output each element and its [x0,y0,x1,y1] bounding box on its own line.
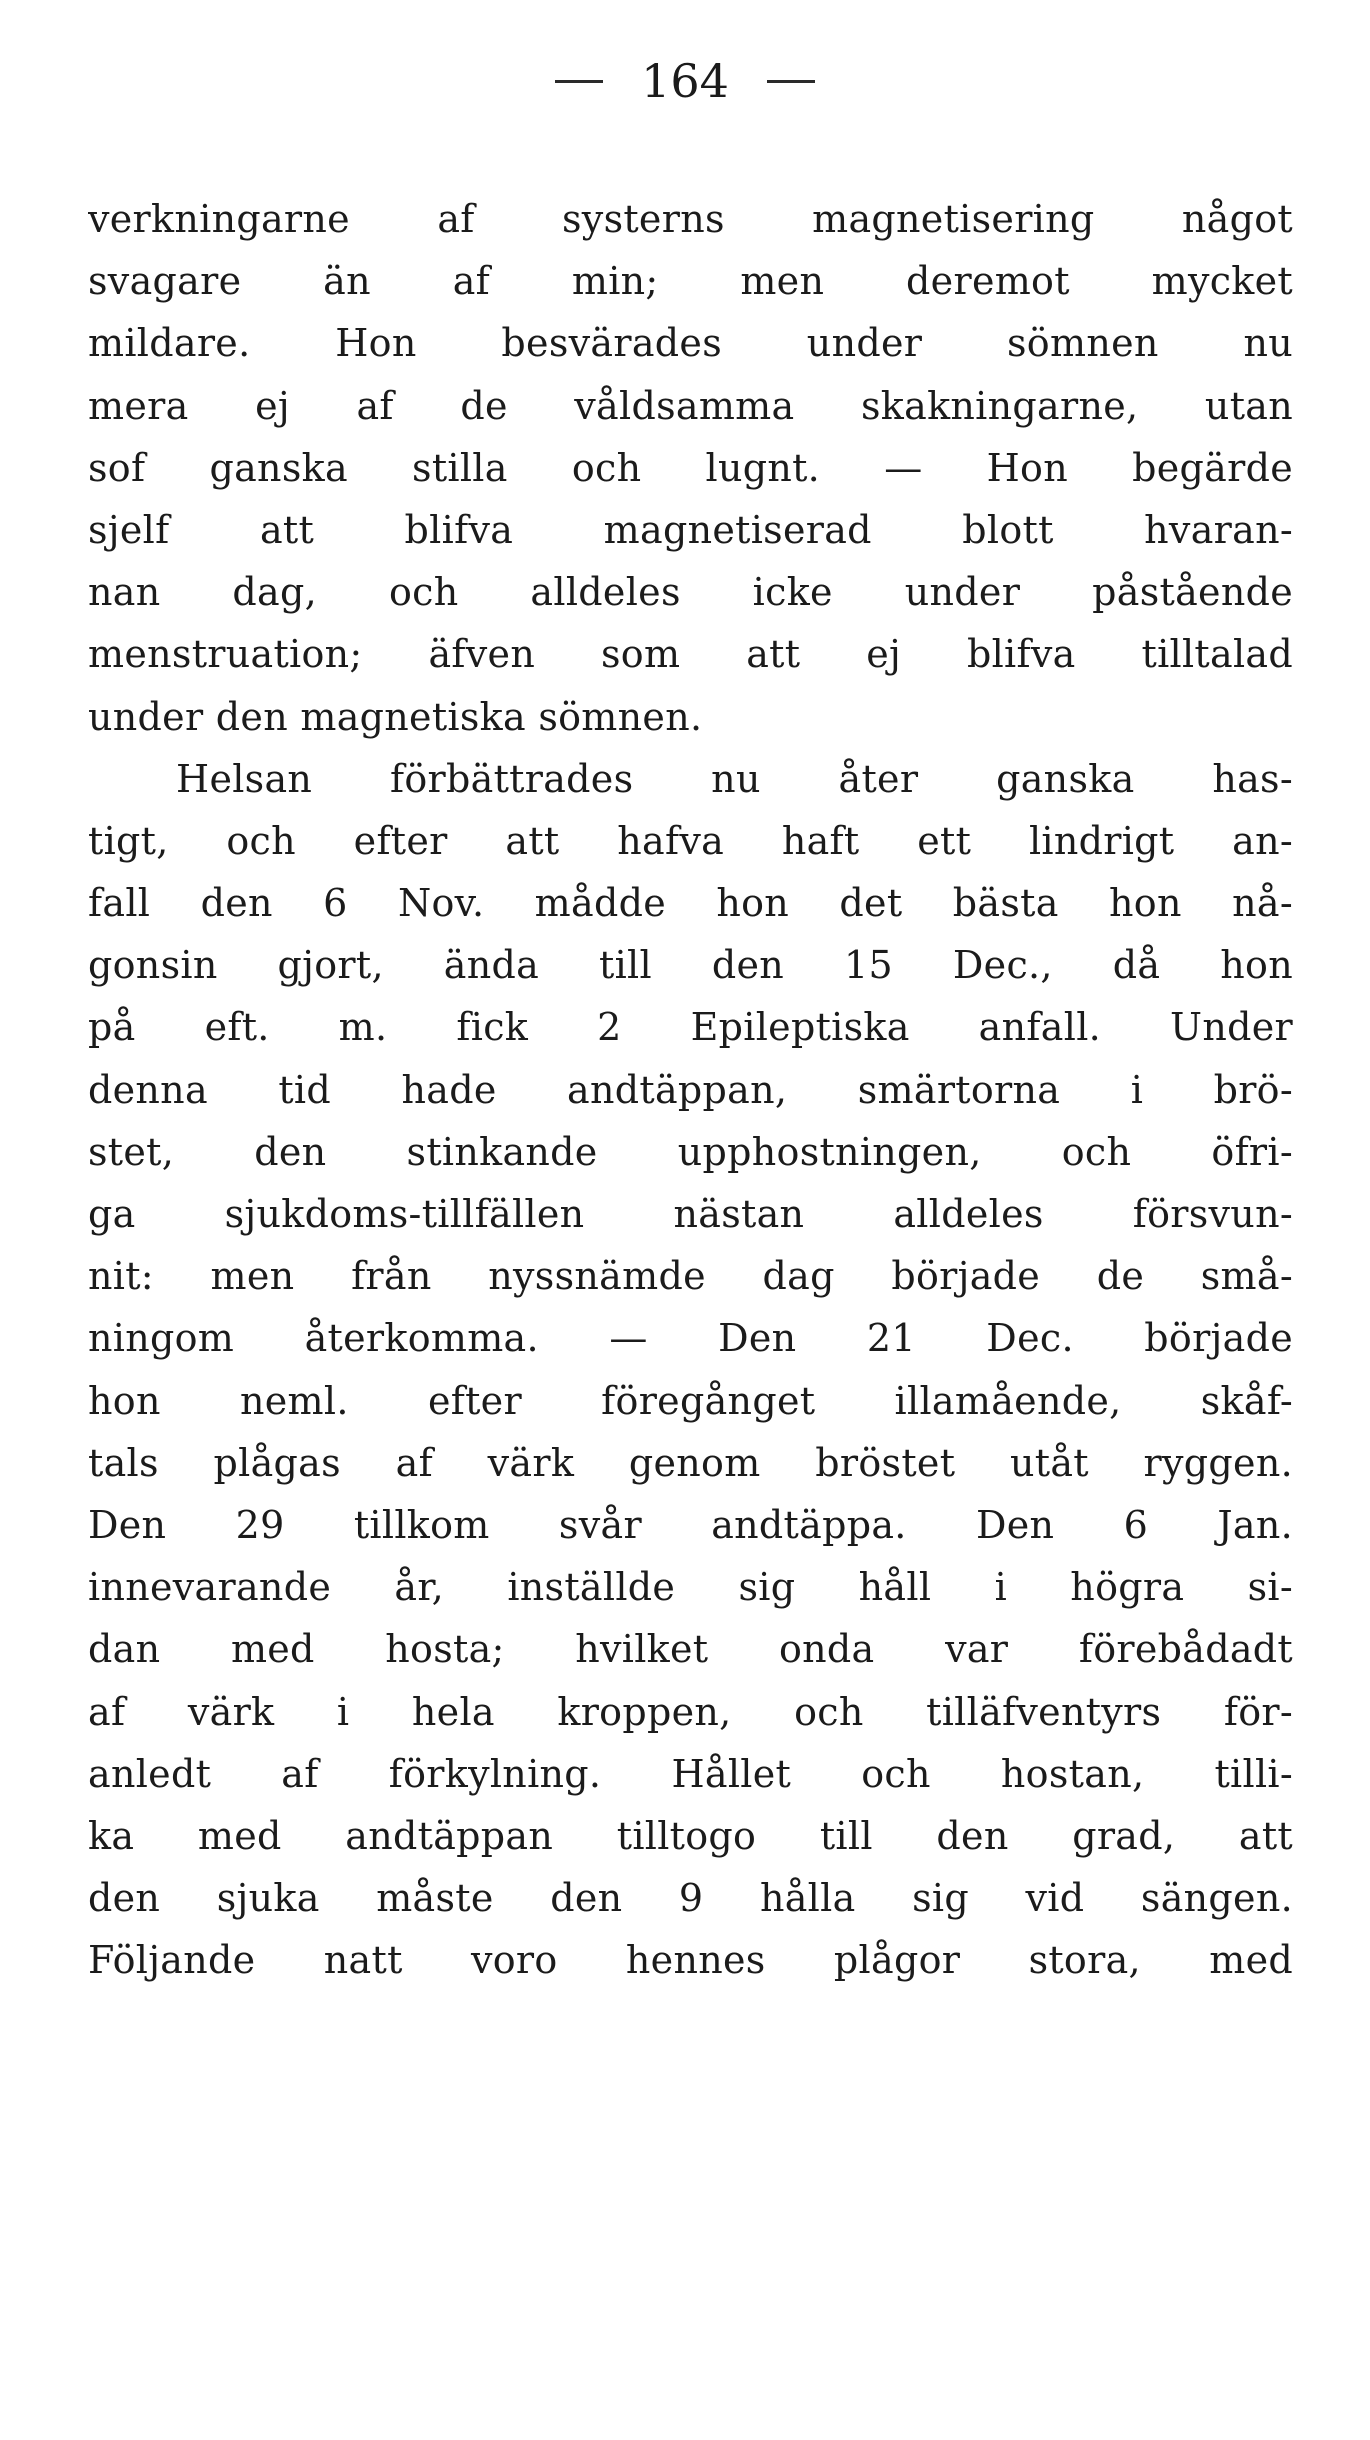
text-line: af värk i hela kroppen, och tilläfventyrs för- [88,1689,1293,1734]
text-line: gonsin gjort, ända till den 15 Dec., då hon [88,943,1293,988]
text-line: stet, den stinkande upphostningen, och öfri- [88,1129,1293,1174]
text-line: sjelf att blifva magnetiserad blott hvaran- [88,507,1293,552]
text-line: ningom återkomma. — Den 21 Dec. började [88,1316,1293,1361]
text-line: Den 29 tillkom svår andtäppa. Den 6 Jan. [88,1502,1293,1547]
text-line: mildare. Hon besvärades under sömnen nu [88,321,1293,366]
paragraph-start-line: Helsan förbättrades nu åter ganska has- [176,756,1293,801]
text-line: ga sjukdoms-tillfällen nästan alldeles försvun- [88,1192,1293,1236]
text-line: fall den 6 Nov. mådde hon det bästa hon nå- [88,881,1293,926]
text-line: innevarande år, inställde sig håll i högra si- [88,1565,1293,1610]
left-dash-ornament [555,80,603,83]
text-line: den sjuka måste den 9 hålla sig vid sängen. [88,1876,1293,1921]
text-line: mera ej af de våldsamma skakningarne, utan [88,383,1293,428]
paragraph-end-line: under den magnetiska sömnen. [88,694,703,739]
text-line: svagare än af min; men deremot mycket [88,259,1293,304]
text-line: menstruation; äfven som att ej blifva tilltalad [88,632,1293,677]
text-line: Följande natt voro hennes plågor stora, med [88,1938,1293,1983]
text-line: ka med andtäppan tilltogo till den grad, att [88,1813,1293,1858]
right-dash-ornament [767,80,815,83]
page-number: 164 [641,54,729,108]
text-line: nan dag, och alldeles icke under påstående [88,570,1293,615]
text-line: på eft. m. fick 2 Epileptiska anfall. Under [88,1005,1293,1050]
text-line: denna tid hade andtäppan, smärtorna i brö- [88,1067,1293,1112]
text-line: dan med hosta; hvilket onda var förebådadt [88,1627,1293,1672]
body-text [88,188,1293,1991]
text-line: sof ganska stilla och lugnt. — Hon begärde [88,445,1293,490]
text-line: anledt af förkylning. Hållet och hostan, tilli- [88,1751,1293,1796]
page-header [0,54,1370,108]
text-line: tigt, och efter att hafva haft ett lindrigt an- [88,818,1293,863]
text-line: tals plågas af värk genom bröstet utåt ryggen. [88,1440,1293,1485]
text-line: verkningarne af systerns magnetisering något [88,197,1293,241]
text-line: hon neml. efter föregånget illamående, skåf- [88,1378,1293,1423]
text-line: nit: men från nyssnämde dag började de små- [88,1254,1293,1299]
